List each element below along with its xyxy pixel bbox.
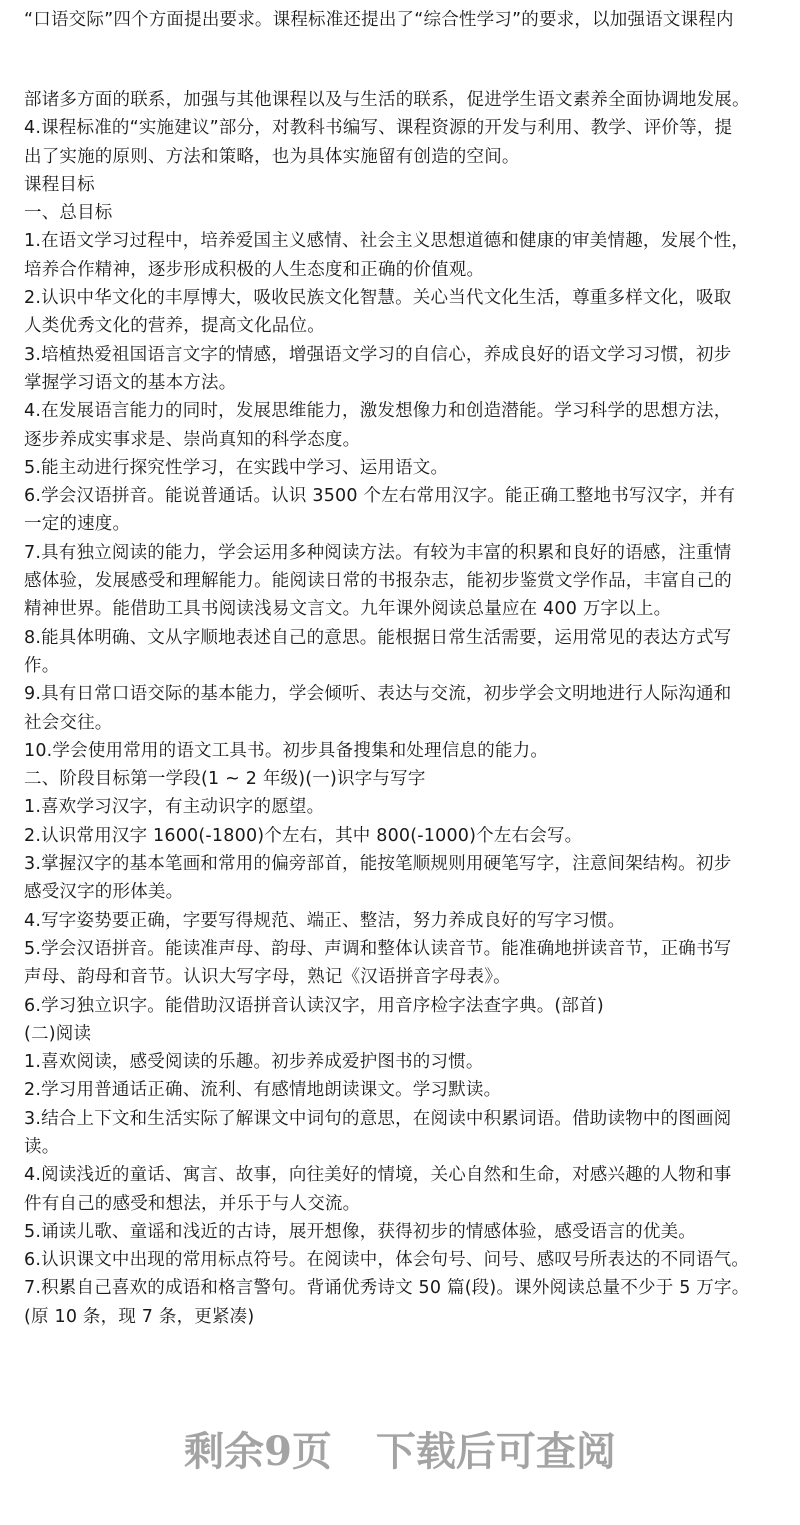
document-line: 社会交往。: [24, 712, 113, 733]
document-line: 7.具有独立阅读的能力，学会运用多种阅读方法。有较为丰富的积累和良好的语感，注重情: [24, 542, 732, 563]
document-line: 4.课程标准的“实施建议”部分，对教科书编写、课程资源的开发与利用、教学、评价等，提: [24, 118, 733, 139]
document-line: 部诸多方面的联系，加强与其他课程以及与生活的联系，促进学生语文素养全面协调地发展。: [24, 90, 750, 110]
document-line: 1.喜欢阅读，感受阅读的乐趣。初步养成爱护图书的习惯。: [24, 1052, 484, 1073]
document-line: 3.培植热爱祖国语言文字的情感，增强语文学习的自信心，养成良好的语文学习习惯，初步: [24, 344, 732, 365]
document-line: 2.认识常用汉字 1600(-1800)个左右，其中 800(-1000)个左右会写。: [24, 825, 583, 846]
document-line: 3.掌握汉字的基本笔画和常用的偏旁部首，能按笔顺规则用硬笔写字，注意间架结构。初步: [24, 854, 732, 875]
download-to-view-text: 下载后可查阅: [375, 1428, 616, 1475]
document-line: 培养合作精神，逐步形成积极的人生态度和正确的价值观。: [24, 259, 485, 280]
document-line: (原 10 条，现 7 条，更紧凑): [24, 1306, 255, 1327]
document-body: [0, 86, 800, 1331]
document-line: 出了实施的原则、方法和策略，也为具体实施留有创造的空间。: [24, 146, 520, 167]
document-line: 7.积累自己喜欢的成语和格言警句。背诵优秀诗文 50 篇(段)。课外阅读总量不少于 5 万字。: [24, 1278, 750, 1299]
document-line: 1.喜欢学习汉字，有主动识字的愿望。: [24, 797, 325, 818]
document-line: 6.学会汉语拼音。能说普通话。认识 3500 个左右常用汉字。能正确工整地书写汉字，并有: [24, 486, 736, 507]
download-prompt[interactable]: [0, 1420, 800, 1477]
document-line: 9.具有日常口语交际的基本能力，学会倾听、表达与交流，初步学会文明地进行人际沟通和: [24, 684, 732, 705]
document-line: 精神世界。能借助工具书阅读浅易文言文。九年课外阅读总量应在 400 万字以上。: [24, 599, 672, 620]
document-line: 8.能具体明确、文从字顺地表述自己的意思。能根据日常生活需要，运用常见的表达方式写: [24, 627, 732, 648]
document-line: 二、阶段目标第一学段(1 ~ 2 年级)(一)识字与写字: [24, 769, 426, 790]
document-line: 逐步养成实事求是、崇尚真知的科学态度。: [24, 429, 361, 450]
document-line: 1.在语文学习过程中，培养爱国主义感情、社会主义思想道德和健康的审美情趣，发展个性，: [24, 231, 750, 252]
document-line: 3.结合上下文和生活实际了解课文中词句的意思，在阅读中积累词语。借助读物中的图画阅: [24, 1108, 732, 1129]
document-line: 4.写字姿势要正确，字要写得规范、端正、整洁，努力养成良好的写字习惯。: [24, 910, 626, 931]
document-line: (二)阅读: [24, 1023, 92, 1044]
document-line: 5.学会汉语拼音。能读准声母、韵母、声调和整体认读音节。能准确地拼读音节，正确书写: [24, 938, 732, 959]
document-line: 声母、韵母和音节。认识大写字母，熟记《汉语拼音字母表》。: [24, 967, 511, 988]
document-line: 5.诵读儿歌、童谣和浅近的古诗，展开想像，获得初步的情感体验，感受语言的优美。: [24, 1221, 696, 1242]
document-line: 课程目标: [24, 174, 95, 195]
document-line: 感受汉字的形体美。: [24, 882, 184, 903]
document-line: 读。: [24, 1136, 60, 1157]
document-line: 感体验，发展感受和理解能力。能阅读日常的书报杂志，能初步鉴赏文学作品，丰富自己的: [24, 571, 732, 592]
document-line: “口语交际”四个方面提出要求。课程标准还提出了“综合性学习”的要求，以加强语文课程内: [24, 10, 734, 30]
document-line: 掌握学习语文的基本方法。: [24, 372, 237, 393]
document-line: 6.学习独立识字。能借助汉语拼音认读汉字，用音序检字法查字典。(部首): [24, 995, 604, 1016]
document-line: 2.学习用普通话正确、流利、有感情地朗读课文。学习默读。: [24, 1080, 502, 1101]
document-line: 10.学会使用常用的语文工具书。初步具备搜集和处理信息的能力。: [24, 740, 549, 761]
document-line: 一、总目标: [24, 203, 113, 224]
document-line: 4.在发展语言能力的同时，发展思维能力，激发想像力和创造潜能。学习科学的思想方法，: [24, 401, 732, 422]
remaining-pages-text: 剩余9页: [184, 1428, 332, 1475]
document-line: 5.能主动进行探究性学习，在实践中学习、运用语文。: [24, 457, 449, 478]
document-line: 4.阅读浅近的童话、寓言、故事，向往美好的情境，关心自然和生命，对感兴趣的人物和事: [24, 1165, 732, 1186]
document-line: 一定的速度。: [24, 514, 131, 535]
document-line: 人类优秀文化的营养，提高文化品位。: [24, 316, 325, 337]
document-line: 6.认识课文中出现的常用标点符号。在阅读中，体会句号、问号、感叹号所表达的不同语气。: [24, 1250, 750, 1271]
document-line: 作。: [24, 655, 60, 676]
document-line: 2.认识中华文化的丰厚博大，吸收民族文化智慧。关心当代文化生活，尊重多样文化，吸取: [24, 288, 732, 309]
document-line: 件有自己的感受和想法，并乐于与人交流。: [24, 1193, 361, 1214]
